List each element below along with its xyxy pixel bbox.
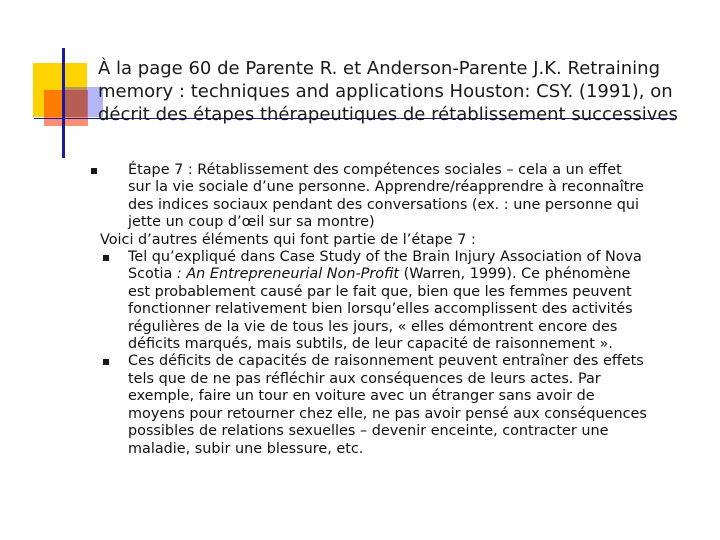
intro-text: Voici d’autres éléments qui font partie de l’étape 7 : [100,231,476,248]
bullet-square-icon [103,359,109,365]
decor-blue-square [63,87,103,117]
point2-line: maladie, subir une blessure, etc. [128,440,364,457]
title-line: décrit des étapes thérapeutiques de rétablissement successives [98,104,678,125]
step7-line: jette un coup d’œil sur sa montre) [128,214,375,231]
point1-suffix: (Warren, 1999). Ce phénomène [399,266,631,283]
step7-line: sur la vie sociale d’une personne. Apprendre/réapprendre à reconnaître [128,179,644,196]
point1-prefix: Scotia [128,266,177,283]
point2-line: moyens pour retourner chez elle, ne pas avoir pensé aux conséquences [128,405,647,422]
bullet-point-2 [100,353,705,457]
point1-line: déficits marqués, mais subtils, de leur capacité de raisonnement ». [128,336,613,353]
point2-line: possibles de relations sexuelles – devenir enceinte, contracter une [128,423,609,440]
bullet-point-1 [100,249,705,353]
bullet-step7 [100,162,705,232]
point2-line: tels que de ne pas réfléchir aux conséquences de leurs actes. Par [128,370,601,387]
point1-line: régulières de la vie de tous les jours, « elles démontrent encore des [128,318,618,335]
bullet-square-icon [91,168,97,174]
point2-line: Ces déficits de capacités de raisonnement peuvent entraîner des effets [128,353,644,370]
slide-title [98,57,698,126]
bullet-square-icon [103,255,109,261]
point1-line: est probablement causé par le fait que, bien que les femmes peuvent [128,283,632,300]
slide-body [100,162,705,458]
point1-line [128,266,705,283]
point1-line: fonctionner relativement bien lorsqu’elles accomplissent des activités [128,301,633,318]
point1-line: Tel qu’expliqué dans Case Study of the Brain Injury Association of Nova [128,249,642,266]
point2-line: exemple, faire un tour en voiture avec un étranger sans avoir de [128,388,595,405]
point1-italic-title: : An Entrepreneurial Non-Profit [176,266,400,283]
title-line: memory : techniques and applications Houston: CSY. (1991), on [98,81,673,102]
decor-vertical-line [62,48,65,158]
step7-line: Étape 7 : Rétablissement des compétences sociales – cela a un effet [128,162,622,178]
step7-line: des indices sociaux pendant des conversations (ex. : une personne qui [128,196,640,213]
title-line: À la page 60 de Parente R. et Anderson-Parente J.K. Retraining [98,58,661,79]
